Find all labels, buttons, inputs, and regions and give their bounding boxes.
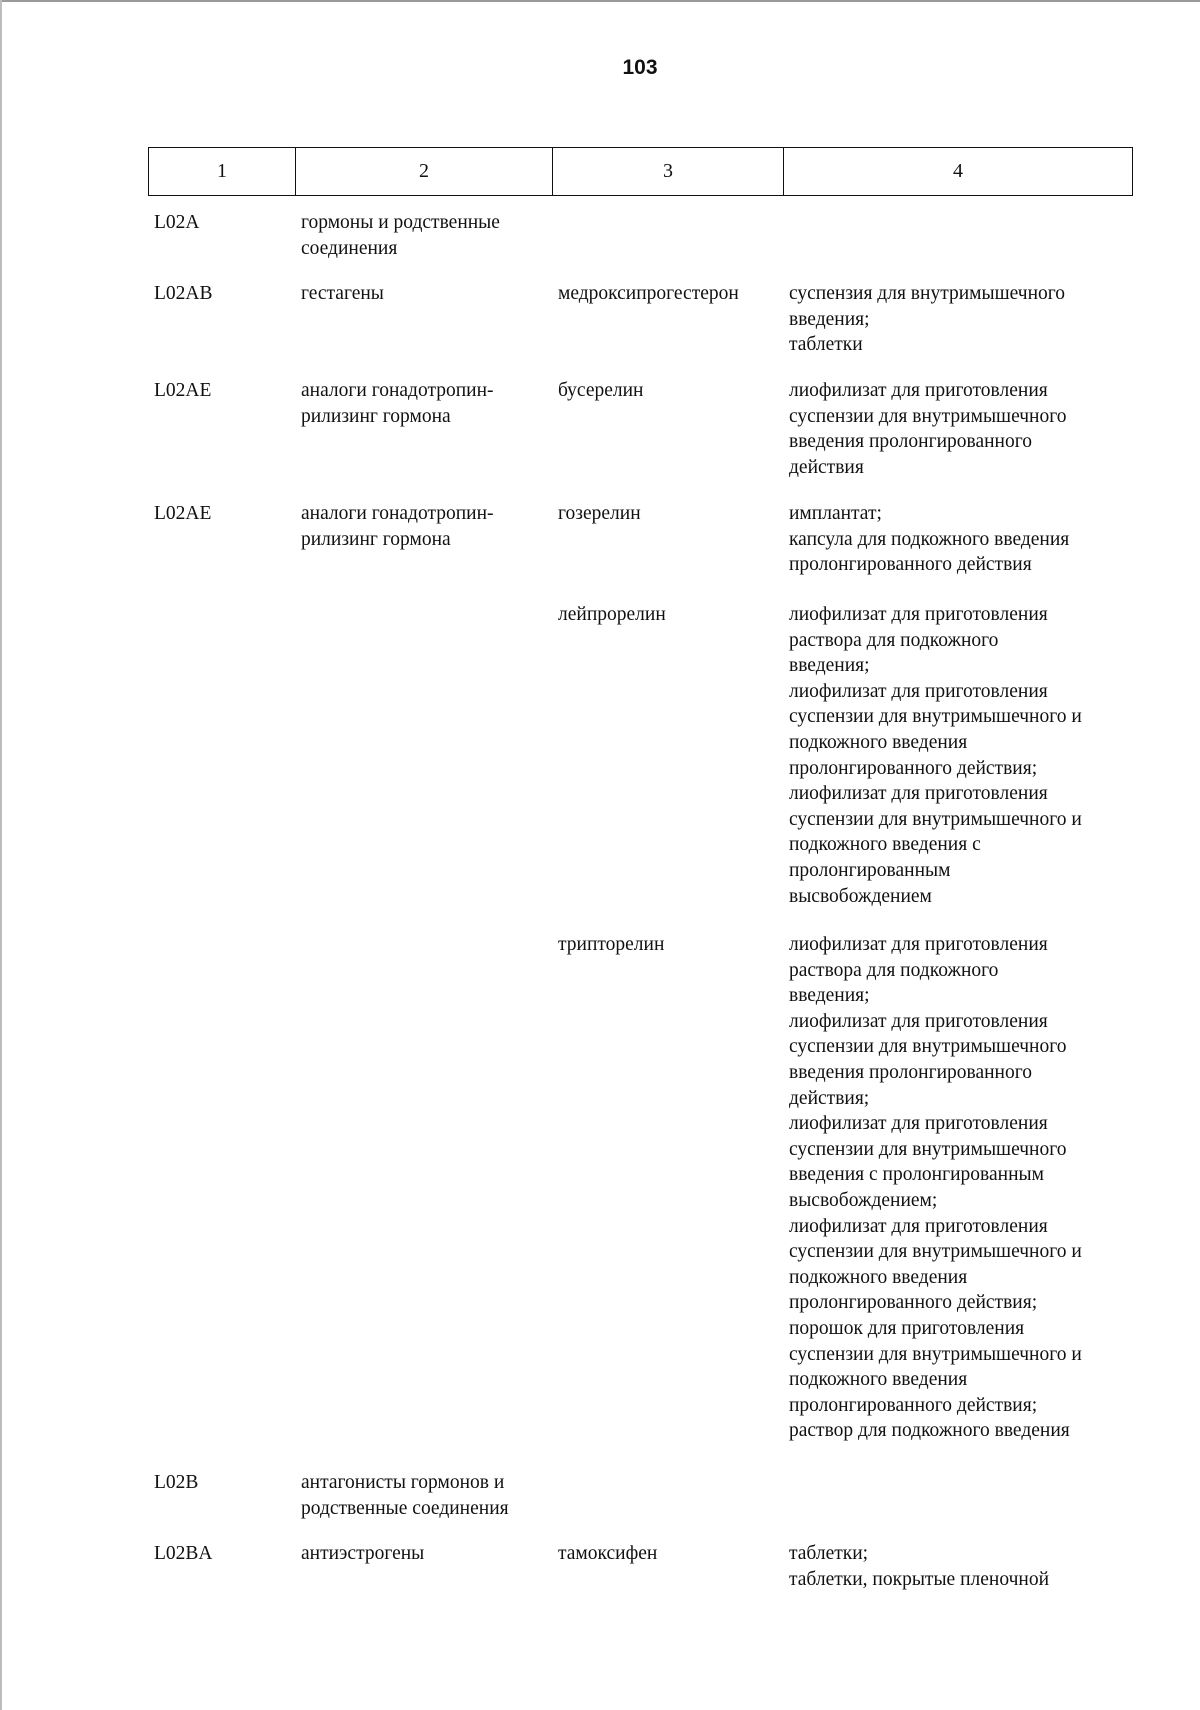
form-line: таблетки; <box>789 1543 869 1564</box>
form-line: суспензии для внутримышечного и <box>789 706 1082 728</box>
form-line: введения пролонгированного <box>789 1061 1033 1083</box>
form-line: действия <box>789 456 864 478</box>
form-line: суспензия для внутримышечного <box>789 283 1066 304</box>
form-line: пролонгированного действия; <box>789 1394 1038 1416</box>
form-line: раствора для подкожного <box>789 629 999 651</box>
dosage-forms <box>789 1541 1049 1592</box>
form-line: раствора для подкожного <box>789 959 999 981</box>
form-line: суспензии для внутримышечного <box>789 1036 1067 1058</box>
group-line: рилизинг гормона <box>301 405 451 427</box>
form-line: действия; <box>789 1087 870 1109</box>
dosage-forms <box>789 501 1069 578</box>
form-line: пролонгированным <box>789 859 951 881</box>
group-line: аналоги гонадотропин- <box>301 380 494 401</box>
form-line: введения с пролонгированным <box>789 1164 1044 1186</box>
form-line: суспензии для внутримышечного и <box>789 1343 1082 1365</box>
form-line: введения; <box>789 308 870 330</box>
group-name <box>301 281 551 307</box>
form-line: суспензии для внутримышечного и <box>789 1241 1082 1263</box>
atc-code: L02AE <box>154 503 212 524</box>
form-line: имплантат; <box>789 503 882 524</box>
scan-edge-left <box>0 0 2 1710</box>
form-line: подкожного введения <box>789 731 968 753</box>
dosage-forms <box>789 378 1067 480</box>
group-line: гестагены <box>301 283 384 304</box>
group-line: рилизинг гормона <box>301 528 451 550</box>
form-line: лиофилизат для приготовления <box>789 1113 1048 1135</box>
form-line: суспензии для внутримышечного и <box>789 808 1082 830</box>
form-line: капсула для подкожного введения <box>789 528 1070 550</box>
form-line: подкожного введения с <box>789 834 981 856</box>
group-line: соединения <box>301 237 398 259</box>
form-line: введения пролонгированного <box>789 431 1033 453</box>
form-line: лиофилизат для приготовления <box>789 783 1048 805</box>
dosage-forms <box>789 932 1082 1444</box>
form-line: пролонгированного действия <box>789 554 1032 576</box>
form-line: лиофилизат для приготовления <box>789 1215 1048 1237</box>
header-col-2: 2 <box>296 148 553 195</box>
group-name <box>301 1470 551 1521</box>
header-col-4: 4 <box>953 160 963 182</box>
group-name <box>301 210 551 261</box>
form-line: таблетки, покрытые пленочной <box>789 1568 1050 1590</box>
group-line: антагонисты гормонов и <box>301 1472 505 1493</box>
page-number: 103 <box>622 56 658 79</box>
header-col-3: 3 <box>553 148 784 195</box>
form-line: введения; <box>789 655 870 677</box>
drug-name: тамоксифен <box>558 1543 658 1564</box>
form-line: пролонгированного действия; <box>789 757 1038 779</box>
form-line: подкожного введения <box>789 1266 968 1288</box>
group-line: родственные соединения <box>301 1497 509 1519</box>
form-line: введения; <box>789 985 870 1007</box>
scan-edge-top <box>0 0 1200 2</box>
atc-code: L02B <box>154 1472 199 1493</box>
table-header <box>148 147 1133 196</box>
form-line: суспензии для внутримышечного <box>789 405 1067 427</box>
drug-name: гозерелин <box>558 503 641 524</box>
group-line: гормоны и родственные <box>301 212 500 233</box>
drug-name: медроксипрогестерон <box>558 283 739 304</box>
form-line: лиофилизат для приготовления <box>789 380 1048 401</box>
atc-code: L02BA <box>154 1543 213 1564</box>
header-col-1: 1 <box>149 148 296 195</box>
form-line: подкожного введения <box>789 1369 968 1391</box>
form-line: порошок для приготовления <box>789 1317 1025 1339</box>
form-line: таблетки <box>789 334 863 356</box>
form-line: лиофилизат для приготовления <box>789 604 1048 625</box>
group-line: антиэстрогены <box>301 1543 425 1564</box>
form-line: пролонгированного действия; <box>789 1292 1038 1314</box>
form-line: лиофилизат для приготовления <box>789 1010 1048 1032</box>
drug-name: лейпрорелин <box>558 604 666 625</box>
group-line: аналоги гонадотропин- <box>301 503 494 524</box>
form-line: раствор для подкожного введения <box>789 1420 1070 1442</box>
drug-name: трипторелин <box>558 934 665 955</box>
atc-code: L02A <box>154 212 200 233</box>
form-line: лиофилизат для приготовления <box>789 934 1048 955</box>
group-name <box>301 1541 551 1567</box>
group-name <box>301 378 551 429</box>
dosage-forms <box>789 281 1065 358</box>
form-line: высвобождением <box>789 885 932 907</box>
dosage-forms <box>789 602 1082 909</box>
drug-name: бусерелин <box>558 380 644 401</box>
form-line: лиофилизат для приготовления <box>789 680 1048 702</box>
form-line: суспензии для внутримышечного <box>789 1138 1067 1160</box>
atc-code: L02AB <box>154 283 213 304</box>
group-name <box>301 501 551 552</box>
form-line: высвобождением; <box>789 1189 938 1211</box>
atc-code: L02AE <box>154 380 212 401</box>
